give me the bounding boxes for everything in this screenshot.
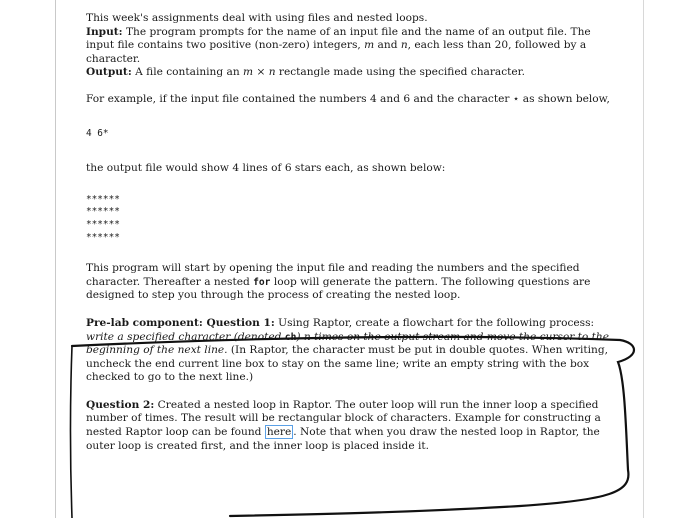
ch-code: ch <box>284 331 297 343</box>
star-line: ****** <box>86 231 120 243</box>
document-content <box>86 12 614 453</box>
page-edge-left <box>55 0 56 518</box>
explanation-text: This program will start by opening the input file and reading the numbers and the specified character. Thereafter a nested <box>86 262 580 288</box>
output-text: A file containing an <box>135 66 244 79</box>
example-text: For example, if the input file contained the numbers 4 and 6 and the character <box>86 92 513 105</box>
intro-paragraph: This week's assignments deal with using files and nested loops. <box>86 12 428 24</box>
input-label: Input: <box>86 25 123 38</box>
for-keyword: for <box>253 276 271 288</box>
question-2-paragraph <box>86 399 614 453</box>
question-2-text-end: . Note that when you draw the nested loop in Raptor, the outer loop is created first, and the inner loop is placed inside it. <box>86 426 600 452</box>
var-m: m <box>364 39 375 52</box>
page-edge-right <box>643 0 644 518</box>
output-label: Output: <box>86 66 132 79</box>
example-paragraph <box>86 93 614 107</box>
question-1-text: Using Raptor, create a flowchart for the following process: <box>274 316 595 329</box>
explanation-text-end: loop will generate the pattern. The following questions are designed to step you through the process of creating the nested loop. <box>86 275 591 302</box>
explanation-paragraph <box>86 262 614 303</box>
output-dims: m × n <box>243 66 276 79</box>
output-rest: rectangle made using the specified character. <box>275 66 525 79</box>
question-1-italic-end: ) n times on the output stream and move the cursor to the beginning of the next line. <box>86 330 610 357</box>
question-1-rest: (In Raptor, the character must be put in double quotes. When writing, uncheck the end current line box to stay on the same line; write an empty string with the box checked to go to the next line.) <box>86 344 609 384</box>
star-line: ****** <box>86 218 120 230</box>
input-rest: , each less than 20, followed by a character. <box>86 39 587 65</box>
question-1-italic: write a specified character (denoted <box>86 330 285 343</box>
question-2-label: Question 2: <box>86 398 155 411</box>
question-1-label: Pre-lab component: Question 1: <box>86 316 275 329</box>
star-symbol: ⋆ <box>512 92 520 105</box>
here-link[interactable]: here <box>266 426 292 439</box>
output-paragraph <box>86 66 614 80</box>
star-line: ****** <box>86 206 120 218</box>
sample-output-block <box>86 194 614 244</box>
example-text-end: as shown below, <box>519 92 610 105</box>
question-1-paragraph <box>86 317 614 385</box>
star-line: ****** <box>86 193 120 205</box>
input-and: and <box>374 39 401 52</box>
question-2-text: Created a nested loop in Raptor. The outer loop will run the inner loop a specified number of times. The result will be rectangular block of characters. Example for constructing a nested Raptor loop can be found <box>86 398 601 439</box>
output-description: the output file would show 4 lines of 6 stars each, as shown below: <box>86 162 446 175</box>
input-text: The program prompts for the name of an input file and the name of an output file. The input file contains two positive (non-zero) integers, <box>86 25 591 52</box>
input-paragraph <box>86 26 614 67</box>
var-n: n <box>400 39 408 52</box>
sample-input-line: 4 6* <box>86 127 109 139</box>
